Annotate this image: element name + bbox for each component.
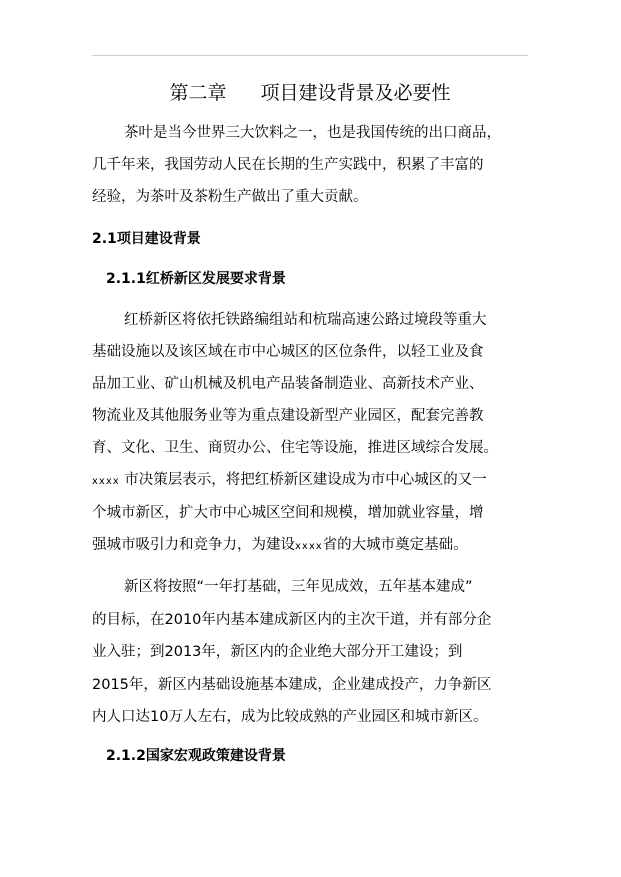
para1-line-5: 育、文化、卫生、商贸办公、住宅等设施，推进区域综合发展。 <box>92 440 498 456</box>
intro-line-2: 几千年来，我国劳动人民在长期的生产实践中，积累了丰富的 <box>92 157 484 173</box>
para3-line-1: 新区将按照“一年打基础，三年见成效，五年基本建成” <box>124 579 473 595</box>
intro-line-3: 经验，为茶叶及茶粉生产做出了重大贡献。 <box>92 189 368 205</box>
para2-line-3-before: 强城市吸引力和竞争力，为建设 <box>92 537 295 553</box>
section-title: 国家宏观政策建设背景 <box>145 748 286 764</box>
para2-line-3 <box>92 535 468 557</box>
section-number: 2.1 <box>92 231 117 247</box>
section-2-1-1-heading <box>106 269 286 289</box>
section-number: 2.1.1 <box>106 271 146 287</box>
masked-name: xxxx <box>295 541 323 552</box>
para2-line-3-after: 省的大城市奠定基础。 <box>322 537 468 553</box>
intro-line-1: 茶叶是当今世界三大饮料之一，也是我国传统的出口商品， <box>124 125 501 141</box>
chapter-heading: 项目建设背景及必要性 <box>260 82 451 104</box>
masked-name: xxxx <box>92 476 120 487</box>
section-title: 红桥新区发展要求背景 <box>145 271 286 287</box>
para1-line-2: 基础设施以及该区域在市中心城区的区位条件，以轻工业及食 <box>92 344 484 360</box>
chapter-title <box>92 78 528 105</box>
para1-line-3: 品加工业、矿山机械及机电产品装备制造业、高新技术产业、 <box>92 376 484 392</box>
para2-line-2: 个城市新区，扩大市中心城区空间和规模，增加就业容量，增 <box>92 505 484 521</box>
para3-line-3: 业入驻；到2013年，新区内的企业绝大部分开工建设；到 <box>92 644 463 660</box>
section-2-1-2-heading <box>106 746 286 766</box>
chapter-number: 第二章 <box>169 82 227 104</box>
section-title: 项目建设背景 <box>116 231 201 247</box>
header-rule <box>92 55 528 56</box>
para3-line-2: 的目标，在2010年内基本建成新区内的主次干道，并有部分企 <box>92 612 492 628</box>
para3-line-5: 内人口达10万人左右，成为比较成熟的产业园区和城市新区。 <box>92 709 488 725</box>
para3-line-4: 2015年，新区内基础设施基本建成，企业建成投产，力争新区 <box>92 677 492 693</box>
para1-line-1: 红桥新区将依托铁路编组站和杭瑞高速公路过境段等重大 <box>124 312 487 328</box>
para1-line-4: 物流业及其他服务业等为重点建设新型产业园区，配套完善教 <box>92 408 484 424</box>
section-number: 2.1.2 <box>106 748 146 764</box>
para2-line-1 <box>92 470 487 492</box>
section-2-1-heading <box>92 229 201 249</box>
para2-line-1-text: 市决策层表示，将把红桥新区建设成为市中心城区的又一 <box>124 472 487 488</box>
